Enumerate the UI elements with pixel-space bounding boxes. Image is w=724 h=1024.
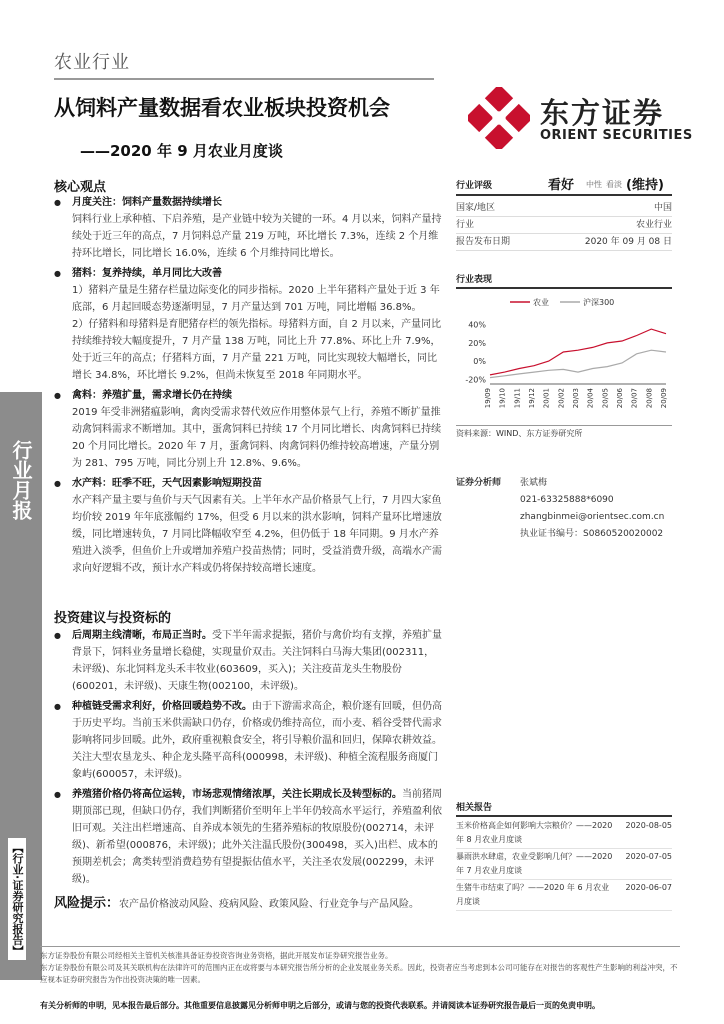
- core-view-lead: 禽料：养殖扩量，需求增长仍在持续: [72, 390, 232, 401]
- rating-bar: [456, 172, 672, 196]
- investment-lead: 种植链受需求利好，价格回暖趋势不改。: [72, 701, 252, 712]
- rating-maintain: (维持): [626, 178, 664, 193]
- risk-label: 风险提示：: [54, 896, 120, 911]
- x-tick-label: 20/03: [572, 388, 580, 409]
- investment-body: [54, 627, 444, 891]
- x-tick-label: 20/07: [630, 388, 639, 409]
- rating-option-bearish: 看淡: [606, 180, 622, 189]
- related-report-title[interactable]: 暴雨洪水肆虐，农业受影响几何？——2020 年 7 月农业月度谈: [456, 852, 613, 875]
- disclaimer-bold: 有关分析师的申明，见本报告最后部分。其他重要信息披露见分析师申明之后部分，或请与您的投资代表联系。并请阅读本证券研究报告最后一页的免责申明。: [40, 1001, 600, 1010]
- investment-heading: 投资建议与投资标的: [54, 611, 172, 626]
- analyst-name: 张斌梅: [520, 478, 548, 488]
- investment-text: 受下半年需求提振，猪价与禽价均有支撑，养殖扩量背景下，饲料业务量增长稳健，实现量价双击。关注饲料白马海大集团(002311，未评级)、东北饲料龙头禾丰牧业(603609，买入)；关注疫苗龙头生物股份(600201，未评级)、天康生物(002100，未评级)。: [72, 630, 442, 692]
- x-tick-label: 19/12: [528, 388, 536, 409]
- logo-english-name: ORIENT SECURITIES: [540, 128, 693, 143]
- header-divider: [54, 78, 434, 80]
- core-view-lead: 水产料：旺季不旺，天气因素影响短期投苗: [72, 478, 262, 489]
- performance-chart: [456, 292, 672, 432]
- investment-lead: 养殖猪价格仍将高位运转，市场悲观情绪浓厚，关注长期成长及转型标的。: [72, 789, 402, 800]
- risk-notice: [54, 895, 444, 913]
- y-tick-label: -20%: [465, 375, 486, 385]
- related-report-title[interactable]: 玉米价格高企如何影响大宗粮价？——2020 年 8 月农业月度谈: [456, 821, 613, 844]
- related-report-title[interactable]: 生猪牛市结束了吗？——2020 年 6 月农业月度谈: [456, 883, 610, 906]
- legend-label-agri: 农业: [533, 298, 549, 307]
- info-row: 国家/地区 中国: [456, 200, 672, 217]
- disclaimer-line: 东方证券股份有限公司及其关联机构在法律许可的范围内正在或将要与本研究报告所分析的企业发展业务关系。因此，投资者应当考虑到本公司可能存在对报告的客观性产生影响的利益冲突，不应视本证券研究报告为作出投资决策的唯一因素。: [40, 963, 678, 984]
- rating-label: 行业评级: [456, 181, 493, 191]
- core-view-text: 水产料产量主要与鱼价与天气因素有关。上半年水产品价格景气上行，7 月四大家鱼均价较 2019 年年底涨幅约 17%，但受 6 月以来的洪水影响，饲料产量环比增速放缓，同比增速转负，7 月同比降幅收窄至 4.2%，但仍低于 18 年同期。9 月水产养殖进入淡季，但鱼价上升或增加养殖户投苗热情；同时，受益消费升级，高端水产需求向好逻辑不改，预计水产料或仍将保持较高增长速度。: [72, 495, 442, 574]
- y-tick-label: 40%: [468, 320, 486, 330]
- rating-value: 看好: [548, 178, 575, 193]
- performance-chart-svg: [456, 292, 672, 422]
- y-tick-label: 0%: [473, 357, 486, 367]
- disclaimer: [40, 950, 680, 986]
- risk-text: 农产品价格波动风险、疫病风险、政策风险、行业竞争与产品风险。: [119, 899, 420, 910]
- related-report-item[interactable]: [456, 849, 672, 880]
- info-row: 行业 农业行业: [456, 217, 672, 234]
- info-row: 报告发布日期 2020 年 09 月 08 日: [456, 234, 672, 251]
- investment-item: [54, 698, 444, 783]
- related-report-item[interactable]: [456, 818, 672, 849]
- related-reports-list: [456, 818, 672, 911]
- x-tick-label: 20/02: [557, 388, 566, 409]
- analyst-phone: 021-63325888*6090: [520, 495, 614, 505]
- x-tick-label: 20/06: [616, 388, 624, 409]
- sector-label: 农业行业: [54, 52, 130, 73]
- investment-text: 由于下游需求高企，粮价逐有回暖，但仍高于历史平均。当前玉米供需缺口仍存，价格或仍维持高位，而小麦、稻谷受替代需求影响将同步回暖。此外，政府重视粮食安全，将引导粮价温和回归，保障农耕效益。关注大型农垦龙头、种企龙头隆平高科(000998，未评级)、种植全流程服务商厦门象屿(600057，未评级)。: [72, 701, 442, 780]
- performance-heading: 行业表现: [456, 272, 672, 289]
- report-title: 从饲料产量数据看农业板块投资机会: [54, 96, 390, 120]
- x-tick-label: 19/10: [498, 388, 507, 409]
- logo-chinese-name: 东方证券: [540, 96, 665, 130]
- rating-option-neutral: 中性: [586, 180, 602, 189]
- report-subtitle: ——2020 年 9 月农业月度谈: [80, 142, 283, 160]
- series-line-农业: [490, 329, 666, 375]
- x-tick-label: 19/11: [513, 388, 522, 409]
- related-report-date: 2020-08-05: [625, 821, 672, 830]
- investment-text: 当前猪周期顶部已现，但缺口仍存，我们判断猪价至明年上半年仍较高水平运行，养殖盈利依旧可观。关注出栏增速高、自养成本领先的生猪养殖标的牧原股份(002714，未评级)、新希望(000876，未评级)；此外关注温氏股份(300498，买入)出栏、成本的预期差机会；禽类转型消费趋势有望提振估值水平，关注圣农发展(002299，未评级)。: [72, 789, 442, 885]
- core-views-body: [54, 194, 444, 580]
- core-view-item: [54, 387, 444, 472]
- core-view-lead: 猪料：复养持续，单月同比大改善: [72, 268, 222, 279]
- x-tick-label: 20/09: [660, 388, 668, 409]
- core-view-item: [54, 265, 444, 384]
- core-view-item: [54, 194, 444, 262]
- y-tick-label: 20%: [468, 338, 486, 348]
- related-report-date: 2020-06-07: [625, 883, 672, 892]
- core-view-text: 2019 年受非洲猪瘟影响，禽肉受需求替代效应作用整体景气上行，养殖不断扩量推动禽饲料需求不断增加。其中，蛋禽饲料已持续 17 个月同比增长、肉禽饲料已持续 20 个月同比增长。2020 年 7 月，蛋禽饲料、肉禽饲料仍维持较高增速，产量分别为 281、795 万吨，同比分别上升 12.8%、9.6%。: [72, 407, 442, 469]
- x-tick-label: 19/09: [484, 388, 492, 409]
- report-info-table: [456, 200, 672, 251]
- core-view-text: 1）猪料产量是生猪存栏量边际变化的同步指标。2020 上半年猪料产量处于近 3 年底部，6 月起回暖态势逐渐明显，7 月产量达到 701 万吨，同比增幅 36.8%。: [72, 285, 440, 313]
- core-view-lead: 月度关注：饲料产量数据持续增长: [72, 197, 222, 208]
- analyst-email[interactable]: zhangbinmei@orientsec.com.cn: [520, 512, 665, 522]
- related-reports-heading: 相关报告: [456, 800, 672, 817]
- orient-securities-logo: [468, 87, 708, 149]
- analyst-cert: 执业证书编号：S0860520020002: [520, 529, 664, 539]
- legend-label-csi300: 沪深300: [583, 298, 615, 307]
- category-band-label: 行业月报: [9, 440, 33, 520]
- series-line-沪深300: [490, 350, 666, 377]
- investment-item: [54, 627, 444, 695]
- investment-item: [54, 786, 444, 888]
- core-view-item: [54, 475, 444, 577]
- logo-mark-icon: [468, 87, 530, 149]
- disclaimer-line: 东方证券股份有限公司经相关主管机关核准具备证券投资咨询业务资格，据此开展发布证券研究报告业务。: [40, 951, 393, 960]
- disclaimer-divider: [40, 946, 680, 947]
- x-tick-label: 20/04: [586, 388, 595, 409]
- related-report-item[interactable]: [456, 880, 672, 911]
- investment-lead: 后周期主线清晰，布局正当时。: [72, 630, 212, 641]
- x-tick-label: 20/01: [542, 388, 551, 409]
- related-report-date: 2020-07-05: [625, 852, 672, 861]
- x-tick-label: 20/05: [601, 388, 610, 409]
- core-views-heading: 核心观点: [54, 180, 107, 195]
- x-tick-label: 20/08: [645, 388, 654, 409]
- chart-source: 资料来源：WIND、东方证券研究所: [456, 425, 672, 439]
- report-type-label: 【行业·证券研究报告】: [8, 838, 26, 960]
- core-view-text: 饲料行业上承种植、下启养殖，是产业链中较为关键的一环。4 月以来，饲料产量持续处于近三年的高点，7 月饲料总产量 219 万吨，环比增长 7.3%，连续 2 个月维持环比增长，同比增长 16.0%，连续 6 个月维持同比增长。: [72, 214, 442, 259]
- analyst-label: 证券分析师: [456, 478, 502, 488]
- core-view-text: 2）仔猪料和母猪料是育肥猪存栏的领先指标。母猪料方面，自 2 月以来，产量同比持续维持较大幅度提升，7 月产量 138 万吨，同比上升 77.8%、环比上升 7.9%，处于近三年的高点；仔猪料方面，7 月产量 221 万吨，同比实现较大幅增长，同比增长 34.8%，环比增长 9.2%，但尚未恢复至 2018 年同期水平。: [72, 319, 442, 381]
